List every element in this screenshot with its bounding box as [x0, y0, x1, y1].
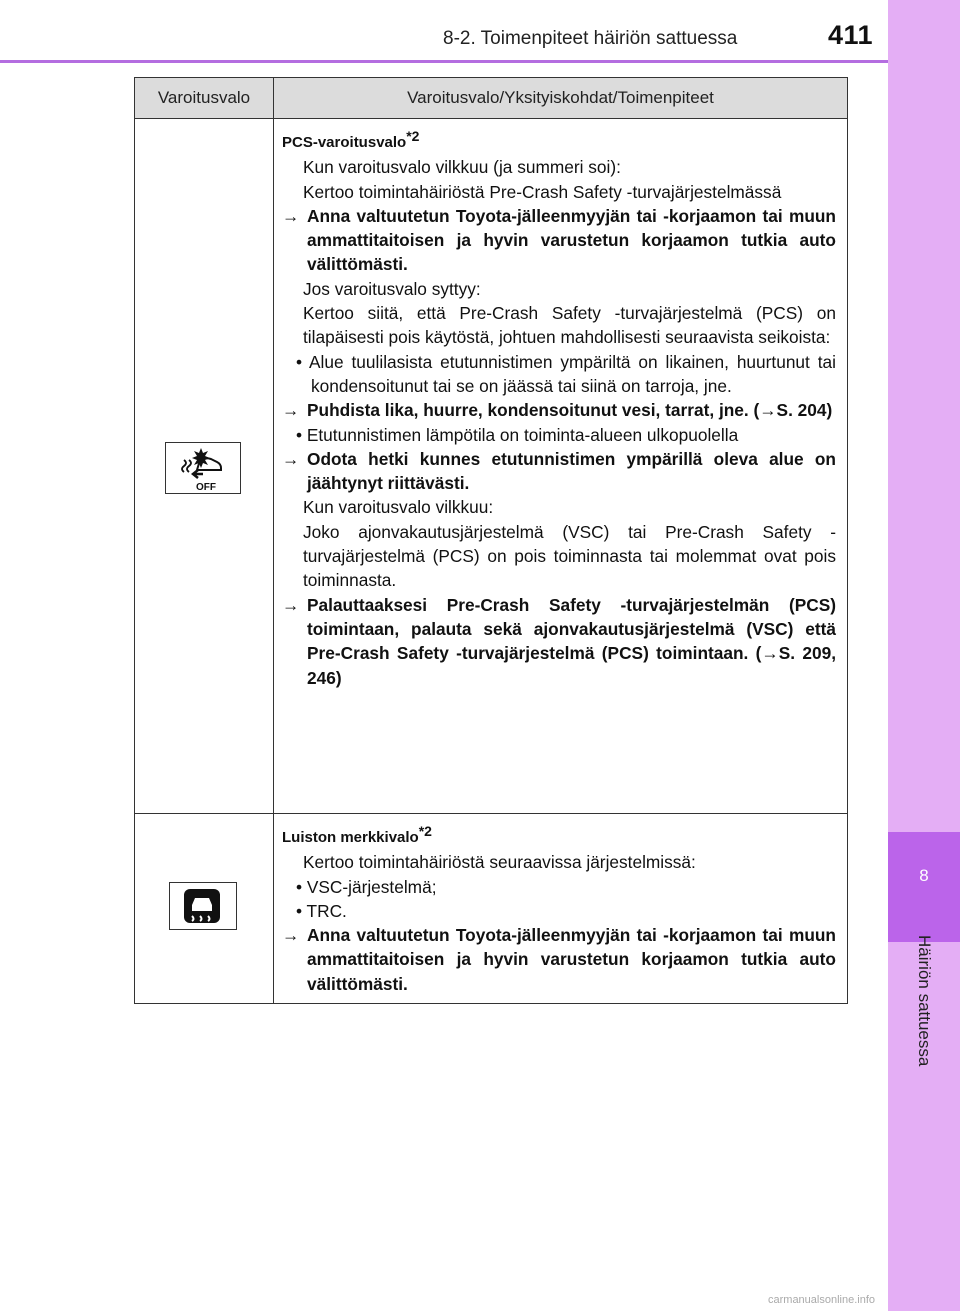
- row-title: Luiston merkkivalo$^{*2}$: [282, 823, 432, 846]
- chapter-number: 8: [919, 866, 929, 885]
- text-line: Kertoo toimintahäiriöstä seuraavissa järjestelmissä:: [303, 852, 696, 873]
- arrow-icon: →: [282, 400, 300, 421]
- action-line: → Anna valtuutetun Toyota-jälleenmyyjän tai -korjaamon tai muun ammattitaitoisen ja hyvin varustetun korjaamon tutkia auto välittömästi.: [282, 925, 836, 994]
- icon-cell: [135, 119, 274, 814]
- text-line: Joko ajonvakautusjärjestelmä (VSC) tai Pre-Crash Safety -turvajärjestelmä (PCS) on pois toiminnasta tai molemmat ovat pois toiminnasta.: [303, 521, 836, 591]
- slip-indicator-icon: [169, 882, 237, 930]
- bullet-line: • Etutunnistimen lämpötila on toiminta-alueen ulkopuolella: [296, 424, 739, 445]
- table-header-row: [135, 78, 848, 119]
- text-line: Kertoo siitä, että Pre-Crash Safety -turvajärjestelmä (PCS) on tilapäisesti pois käytöstä, johtuen mahdollisesti seuraavista seikoista:: [303, 303, 836, 348]
- row-content: [275, 120, 846, 696]
- text-line: Jos varoitusvalo syttyy:: [303, 278, 481, 299]
- text-line: Kun varoitusvalo vilkkuu (ja summeri soi):: [303, 157, 621, 178]
- text-line: Kertoo toimintahäiriöstä Pre-Crash Safety -turvajärjestelmässä: [303, 181, 782, 202]
- details-cell: [274, 119, 848, 814]
- section-title: 8-2. Toimenpiteet häiriön sattuessa: [443, 28, 738, 49]
- page-number: 411: [828, 20, 874, 50]
- details-cell: [274, 814, 848, 1004]
- row-title: PCS-varoitusvalo$^{*2}$: [282, 128, 420, 151]
- table-row: [135, 119, 848, 814]
- watermark: carmanualsonline.info: [768, 1294, 876, 1306]
- bullet-line: • Alue tuulilasista etutunnistimen ympäriltä on likainen, huurtunut tai kondensoitunut tai se on jäässä tai siinä on tarroja, jne.: [296, 351, 836, 396]
- bullet-line: • VSC-järjestelmä;: [296, 876, 437, 897]
- row-content: [275, 815, 846, 1002]
- page-header: [0, 0, 888, 62]
- action-line: → Odota hetki kunnes etutunnistimen ympärillä oleva alue on jäähtynyt riittävästi.: [282, 448, 836, 494]
- action-line: → Puhdista lika, huurre, kondensoitunut vesi, tarrat, jne. (→S. 204): [307, 398, 836, 422]
- arrow-icon: →: [282, 448, 300, 469]
- icon-cell: [135, 814, 274, 1004]
- header-divider: [0, 60, 888, 63]
- warning-light-table: [134, 77, 848, 1004]
- arrow-icon: →: [282, 925, 300, 946]
- chapter-label: Häiriön sattuessa: [915, 935, 934, 1067]
- pcs-off-icon: [165, 442, 241, 494]
- action-line: → Anna valtuutetun Toyota-jälleenmyyjän tai -korjaamon tai muun ammattitaitoisen ja hyvin varustetun korjaamon tutkia auto välittömästi.: [282, 205, 836, 275]
- text-line: Kun varoitusvalo vilkkuu:: [303, 497, 494, 518]
- table-row: [135, 814, 848, 1004]
- arrow-icon: →: [282, 205, 300, 226]
- chapter-sidebar: [888, 0, 960, 1311]
- arrow-icon: →: [282, 594, 300, 615]
- off-label: OFF: [196, 482, 216, 493]
- header-warning-light: Varoitusvalo: [135, 78, 274, 119]
- action-line: → Palauttaaksesi Pre-Crash Safety -turvajärjestelmän (PCS) toimintaan, palauta sekä ajonvakautusjärjestelmä (VSC) että Pre-Crash Safety -turvajärjestelmä (PCS) toimintaan. (→S. 209, 246): [282, 594, 836, 688]
- chapter-tab: [888, 832, 960, 942]
- bullet-line: • TRC.: [296, 900, 347, 921]
- header-details: Varoitusvalo/Yksityiskohdat/Toimenpiteet: [274, 78, 848, 119]
